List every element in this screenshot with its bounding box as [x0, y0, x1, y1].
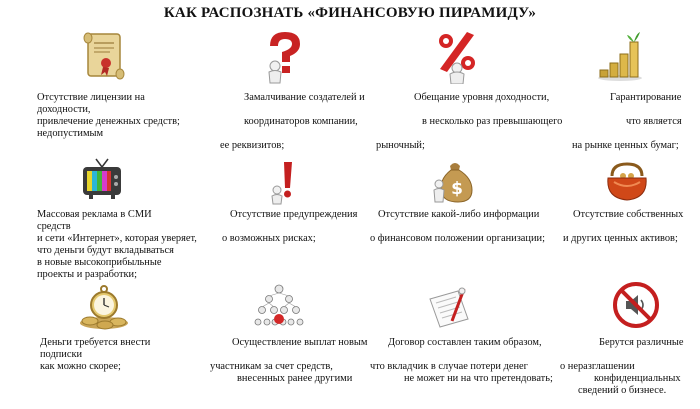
row3-col3-line2: что вкладчик в случае потери денег [370, 361, 528, 372]
row1-col1-line4: недопустимым [37, 128, 104, 139]
row2-col1-line5: в новые высокоприбыльные [37, 257, 162, 268]
percent-sign-person-icon [433, 30, 481, 84]
row3-col3-line1: Договор составлен таким образом, [388, 337, 542, 348]
row2-col4-line1: Отсутствие собственных [573, 209, 684, 220]
row3-col2-line1: Осуществление выплат новым [232, 337, 368, 348]
row1-col2-line3: ее реквизитов; [220, 140, 285, 151]
row1-col3-line2: в несколько раз превышающего [422, 116, 563, 127]
retro-tv-icon [80, 157, 124, 201]
row1-col2-line1: Замалчивание создателей и [244, 92, 365, 103]
row3-col3-line3: не может ни на что претендовать; [404, 373, 553, 384]
row1-col4-line1: Гарантирование [610, 92, 682, 103]
row1-col1-line1: Отсутствие лицензии на [37, 92, 145, 103]
exclamation-person-icon [270, 160, 300, 206]
row3-col4-line1: Берутся различные [599, 337, 684, 348]
question-mark-person-icon [260, 28, 310, 84]
row2-col4-line2: и других ценных активов; [563, 233, 678, 244]
row1-col3-line1: Обещание уровня доходности, [414, 92, 550, 103]
row1-col3-line3: рыночный; [376, 140, 425, 151]
page-title: КАК РАСПОЗНАТЬ «ФИНАНСОВУЮ ПИРАМИДУ» [163, 5, 537, 21]
row3-col2-line2: участникам за счет средств, [210, 361, 333, 372]
row2-col1-line2: средств [37, 221, 71, 232]
row3-col1-line2: подписки [40, 349, 83, 360]
contract-document-pen-icon [424, 285, 472, 331]
row2-col3-line1: Отсутствие какой-либо информации [378, 209, 540, 220]
certificate-scroll-icon [82, 30, 126, 82]
row3-col4-line4: сведений о бизнесе. [578, 385, 667, 396]
row1-col1-line3: привлечение денежных средств; [37, 116, 180, 127]
no-sound-icon [613, 282, 659, 328]
row2-col2-line1: Отсутствие предупреждения [230, 209, 358, 220]
row2-col1-line1: Массовая реклама в СМИ [37, 209, 152, 220]
pocket-watch-coins-icon [78, 283, 130, 331]
money-bag-person-icon [432, 158, 478, 204]
row1-col4-line3: на рынке ценных бумаг; [572, 140, 679, 151]
row3-col4-line3: конфиденциальных [594, 373, 681, 384]
people-network-pyramid-icon [254, 283, 304, 333]
row2-col3-line2: о финансовом положении организации; [370, 233, 545, 244]
row3-col4-line2: о неразглашении [560, 361, 635, 372]
row2-col1-line3: и сети «Интернет», которая уверяет, [37, 233, 197, 244]
row2-col1-line4: что деньги будут вкладываться [37, 245, 174, 256]
row1-col1-line2: доходности, [37, 104, 91, 115]
empty-purse-icon [604, 160, 650, 202]
row2-col1-line6: проекты и разработки; [37, 269, 137, 280]
row3-col1-line3: как можно скорее; [40, 361, 121, 372]
row3-col1-line1: Деньги требуется внести [40, 337, 151, 348]
row1-col2-line2: координаторов компании, [244, 116, 358, 127]
row2-col2-line2: о возможных рисках; [222, 233, 316, 244]
row1-col4-line2: что является [626, 116, 682, 127]
svg-text:$: $ [451, 179, 463, 199]
row3-col2-line3: внесенных ранее другими [237, 373, 353, 384]
coin-stacks-growth-icon [596, 30, 644, 82]
